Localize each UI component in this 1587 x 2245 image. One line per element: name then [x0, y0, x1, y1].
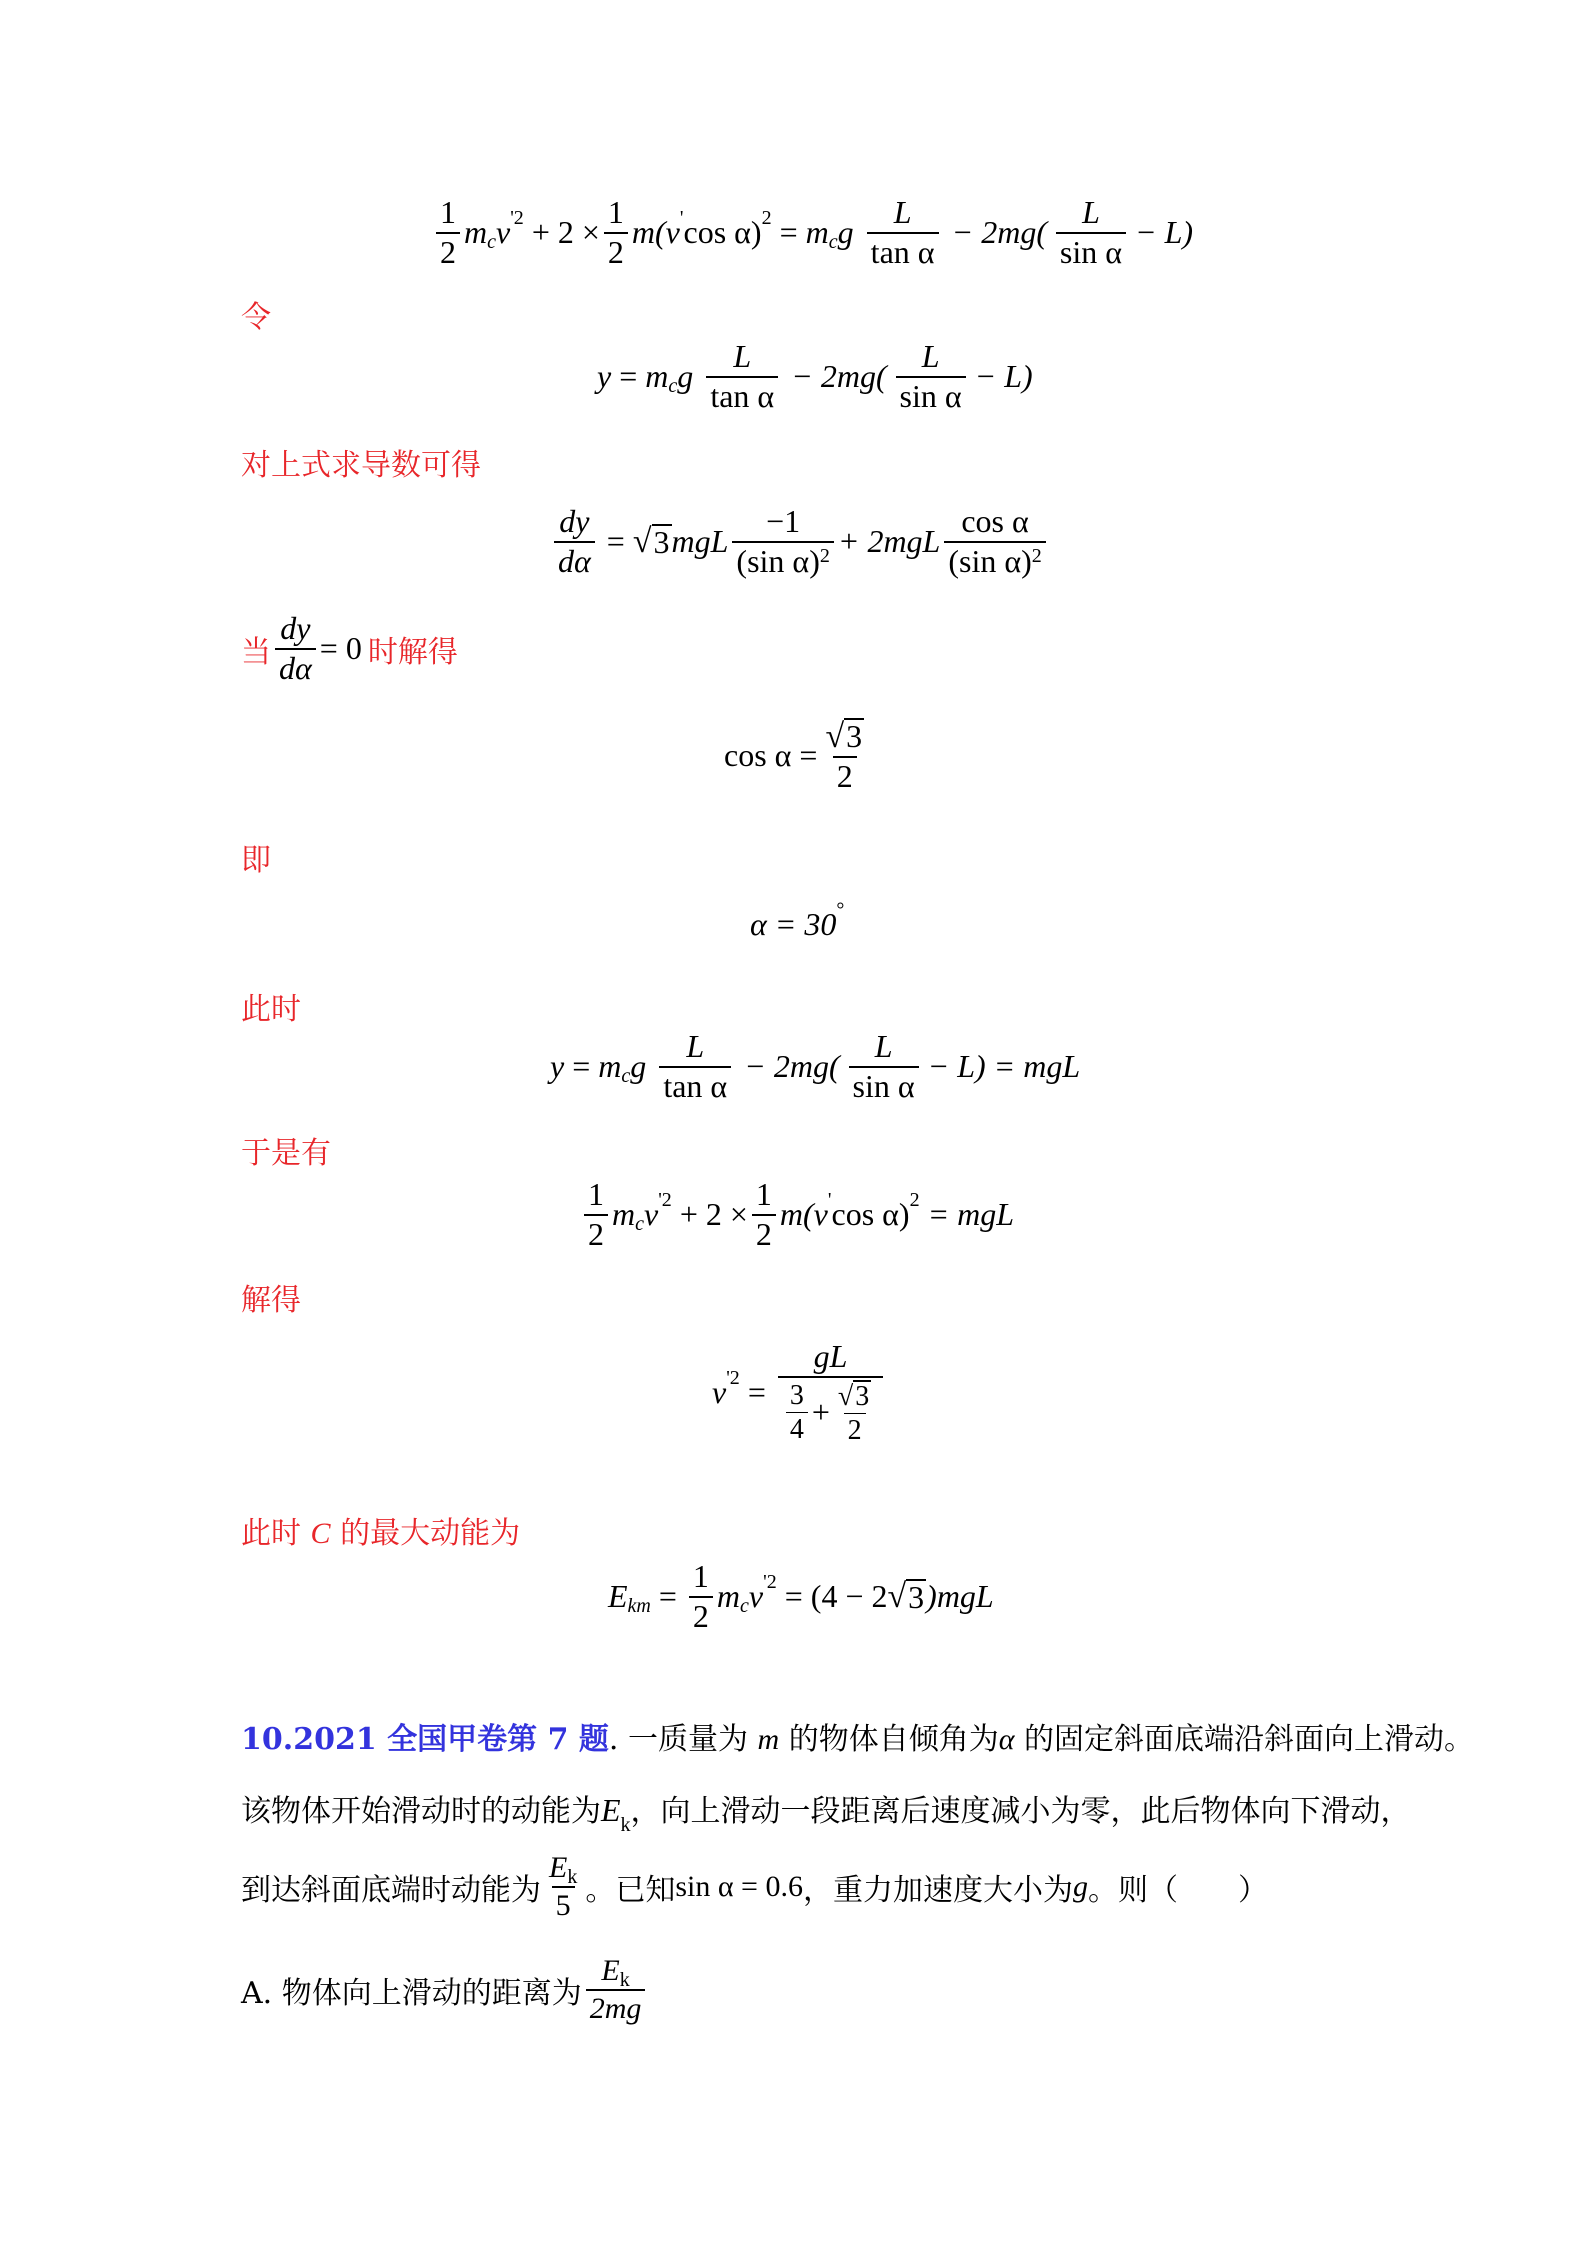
equation-y-value: y = m c g $\frac{L}{\text{tan α}}$ − 2mg( $\frac{L}{\text{sin α}}$ − L) = mgL [550, 1028, 1081, 1104]
equation-derivative: $\frac{dy}{d\alpha}$ = √ 3 mgL $\frac{-1}{(\sin \alpha)^2}$ + 2mgL $\frac{\text{cos α}}{(\sin \alpha)^2}$ [550, 505, 1050, 578]
label-solve: 解得 [241, 1283, 301, 1318]
fraction-Ek-over-5: $\frac{E_k}{5}$ [549, 1851, 578, 1922]
fraction-L-tan: $\frac{L}{\text{tan α}}$ [858, 196, 948, 269]
fraction-Ek-over-2mg: $\frac{E_k}{2mg}$ [586, 1955, 646, 2024]
fraction-dy-dalpha: $\frac{dy}{d\alpha}$ [554, 505, 595, 578]
fraction-neg1: $\frac{-1}{(\sin \alpha)^2}$ [732, 505, 833, 578]
fraction-L-tan: $\frac{L}{\text{tan α}}$ [650, 1030, 740, 1103]
label-let: 令 [241, 300, 271, 335]
label-max-kinetic-energy: 此时 C 的最大动能为 [241, 1516, 521, 1551]
equation-y-definition: y = m c g $\frac{L}{\text{tan α}}$ − 2mg( $\frac{L}{\text{sin α}}$ − L) [597, 338, 1033, 414]
label-at-this-time: 此时 [241, 992, 301, 1027]
fraction-L-tan: $\frac{L}{\text{tan α}}$ [697, 340, 787, 413]
label-derivative-intro: 对上式求导数可得 [241, 448, 481, 483]
equation-ekm: E km = $\frac{1}{2}$ m c v '2 = (4 − 2 √ 3 )mgL [608, 1558, 994, 1634]
sqrt-3: √ 3 [632, 523, 670, 561]
question-line-1: 10.2021 全国甲卷第 7 题. 一质量为 m 的物体自倾角为α 的固定斜面底端沿斜面向上滑动。 [241, 1722, 1475, 1757]
question-number-heading: 10.2021 全国甲卷第 7 题 [241, 1722, 609, 1757]
fraction-L-sin: $\frac{L}{\text{sin α}}$ [1051, 196, 1131, 269]
question-line-2: 该物体开始滑动时的动能为$E_k$，向上滑动一段距离后速度减小为零，此后物体向下滑动， [241, 1792, 1411, 1836]
equation-energy-conservation: $\frac{1}{2}$ m c v '2 + 2 × $\frac{1}{2}$ m( v ' cos α) 2 = m c g $\frac{L}{\text{tan α}}$ − 2mg( $\frac{L}{\text{sin α}}$ − L) [432, 196, 1193, 269]
equation-cos-alpha: cos α = √ 3 2 [724, 718, 872, 793]
fraction-L-sin: $\frac{L}{\text{sin α}}$ [891, 340, 971, 413]
option-a[interactable]: A. 物体向上滑动的距离为 $\frac{E_k}{2mg}$ [241, 1955, 649, 2024]
fraction-half: $\frac{1}{2}$ [436, 196, 460, 269]
fraction-cos: $\frac{\text{cos α}}{(\sin \alpha)^2}$ [944, 505, 1045, 578]
fraction-gL-over-sum: gL $\frac{3}{4}$ + √ 3 2 [778, 1340, 883, 1445]
question-line-3: 到达斜面底端时动能为 $\frac{E_k}{5}$ 。已知 sin α = 0.6 ，重力加速度大小为 g 。则（ ） [241, 1851, 1268, 1922]
fraction-L-sin: $\frac{L}{\text{sin α}}$ [844, 1030, 924, 1103]
equation-energy-mgL: $\frac{1}{2}$ m c v '2 + 2 × $\frac{1}{2}$ m( v ' cos α) 2 = mgL [580, 1178, 1014, 1251]
fraction-half: $\frac{1}{2}$ [604, 196, 628, 269]
label-namely: 即 [241, 843, 271, 878]
fraction-sqrt3-over-2: √ 3 2 [825, 717, 863, 794]
equation-alpha-30: α = 30 ° [750, 899, 845, 942]
label-thus: 于是有 [241, 1136, 331, 1171]
equation-v-squared: v '2 = gL $\frac{3}{4}$ + √ 3 2 [712, 1340, 887, 1445]
line-when-derivative-zero: 当 $\frac{dy}{d\alpha}$ = 0 时解得 [241, 610, 458, 686]
